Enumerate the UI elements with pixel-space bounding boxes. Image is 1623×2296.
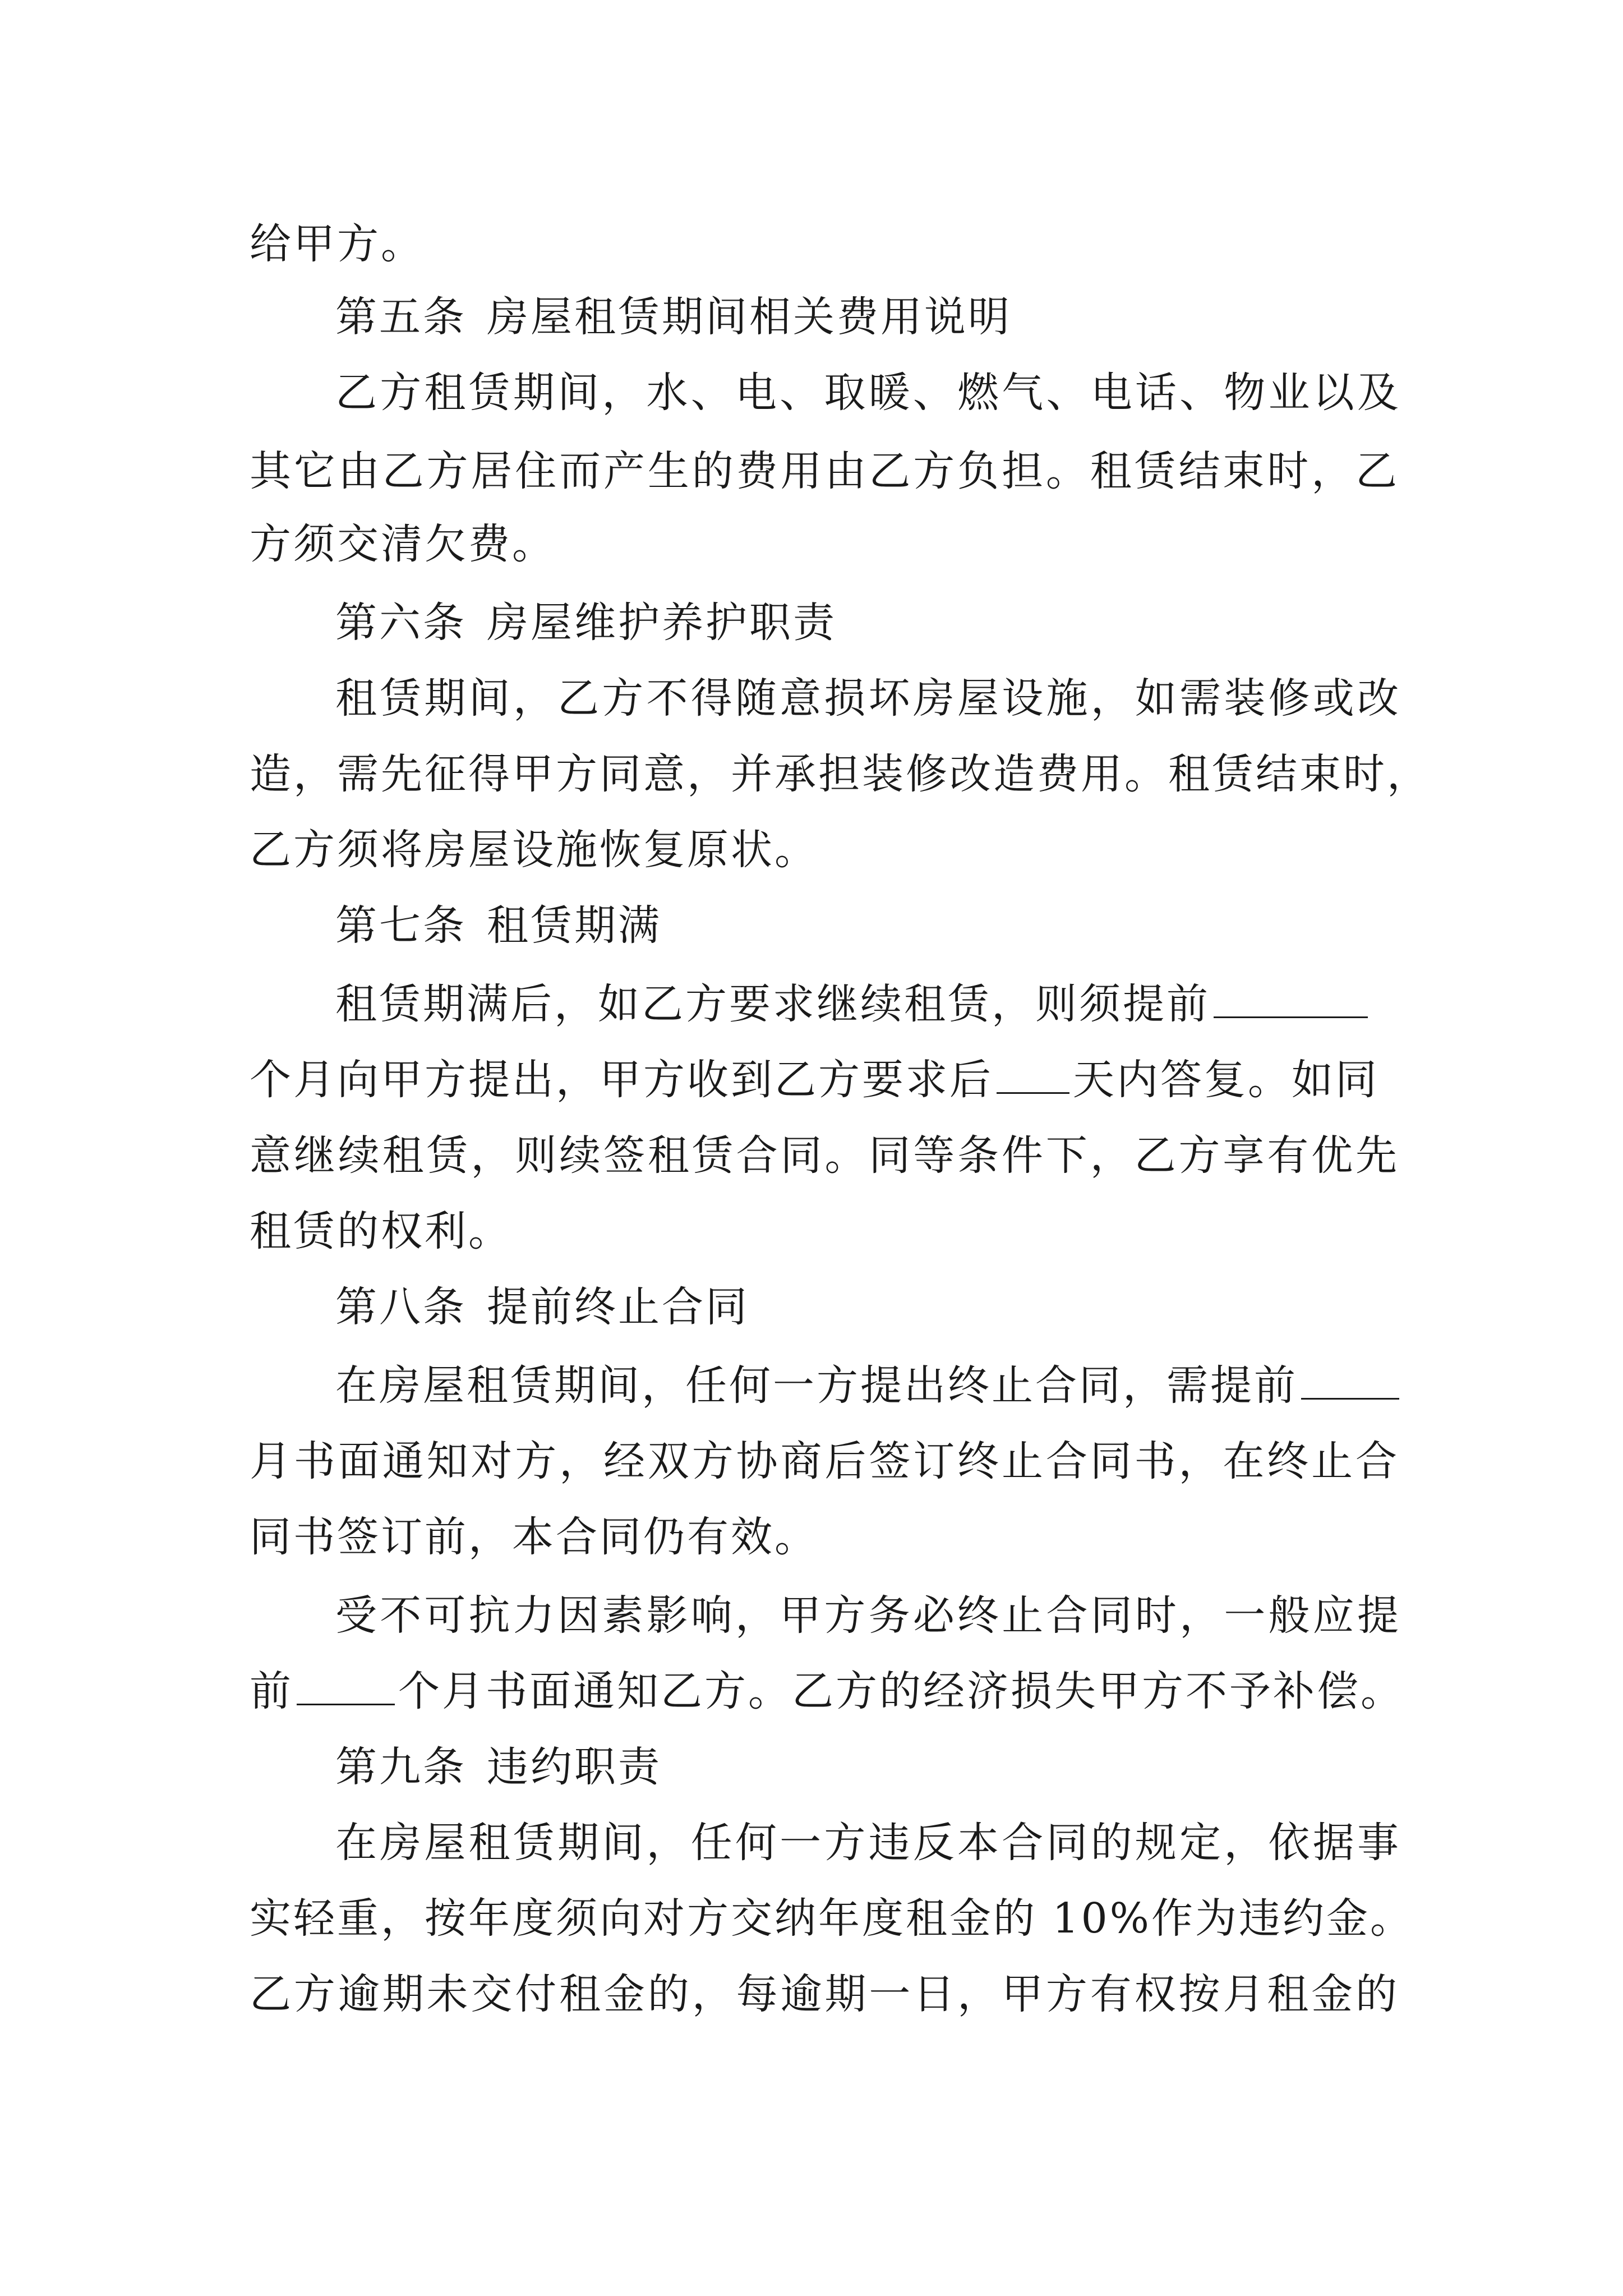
paragraph-line	[250, 1046, 1399, 1114]
article-title: 提前终止合同	[487, 1283, 749, 1331]
text: 乙方租赁期间，水、电、取暖、燃气、电话、物业以及	[335, 369, 1401, 417]
paragraph-line	[335, 665, 1401, 732]
article-number: 第九条	[335, 1743, 467, 1791]
paragraph-line	[250, 1503, 1399, 1571]
text: 租赁的权利。	[250, 1207, 512, 1255]
text: 天内答复。如同	[1073, 1056, 1379, 1104]
text: 其它由乙方居住而产生的费用由乙方负担。租赁结束时，乙	[250, 447, 1399, 495]
paragraph-line	[250, 816, 1399, 884]
text: 乙方须将房屋设施恢复原状。	[250, 826, 818, 874]
text: 租赁期间，乙方不得随意损坏房屋设施，如需装修或改	[335, 674, 1401, 723]
paragraph-line	[250, 1658, 1404, 1725]
fill-in-blank[interactable]	[1214, 976, 1368, 1018]
text: 在房屋租赁期间，任何一方违反本合同的规定，依据事	[335, 1819, 1401, 1867]
text: 给甲方。	[250, 220, 425, 268]
fill-in-blank[interactable]	[1301, 1358, 1399, 1400]
text: 租赁期满后，如乙方要求继续租赁，则须提前	[335, 980, 1210, 1028]
paragraph-line	[250, 1122, 1399, 1189]
paragraph-line	[335, 1352, 1401, 1419]
text: 实轻重，按年度须向对方交纳年度租金的 10%作为违约金。	[250, 1894, 1414, 1943]
text: 在房屋租赁期间，任何一方提出终止合同，需提前	[335, 1361, 1298, 1410]
paragraph-line	[250, 1885, 1414, 1952]
paragraph-line	[335, 1582, 1401, 1649]
article-title: 房屋租赁期间相关费用说明	[487, 293, 1012, 341]
article-5-heading	[335, 283, 1401, 351]
article-6-heading	[335, 589, 1401, 656]
paragraph-line	[250, 740, 1431, 808]
text: 个月书面通知乙方。乙方的经济损失甲方不予补偿。	[398, 1667, 1404, 1715]
text: 造，需先征得甲方同意，并承担装修改造费用。租赁结束时，	[250, 750, 1431, 798]
text: 乙方逾期未交付租金的，每逾期一日，甲方有权按月租金的	[250, 1970, 1399, 2018]
paragraph-line	[250, 1961, 1399, 2028]
article-title: 租赁期满	[487, 901, 662, 950]
paragraph-line	[250, 1428, 1399, 1495]
text: 个月向甲方提出，甲方收到乙方要求后	[250, 1056, 993, 1104]
fill-in-blank[interactable]	[997, 1052, 1069, 1094]
article-title: 违约职责	[487, 1743, 662, 1791]
paragraph-line	[250, 1198, 1399, 1265]
article-title: 房屋维护养护职责	[487, 599, 837, 647]
paragraph-line	[335, 970, 1401, 1038]
article-9-heading	[335, 1733, 1401, 1801]
article-number: 第五条	[335, 293, 467, 341]
fill-in-blank[interactable]	[297, 1663, 395, 1705]
paragraph-line	[335, 359, 1401, 426]
text: 受不可抗力因素影响，甲方务必终止合同时，一般应提	[335, 1591, 1401, 1640]
article-number: 第六条	[335, 599, 467, 647]
text: 月书面通知对方，经双方协商后签订终止合同书，在终止合	[250, 1437, 1399, 1485]
article-7-heading	[335, 892, 1401, 959]
text: 同书签订前，本合同仍有效。	[250, 1513, 818, 1561]
paragraph-line	[250, 210, 1399, 278]
text: 方须交清欠费。	[250, 520, 556, 568]
article-8-heading	[335, 1273, 1401, 1341]
article-number: 第八条	[335, 1283, 467, 1331]
text: 前	[250, 1667, 293, 1715]
paragraph-line	[250, 438, 1399, 505]
paragraph-line	[250, 510, 1399, 578]
article-number: 第七条	[335, 901, 467, 950]
text: 意继续租赁，则续签租赁合同。同等条件下，乙方享有优先	[250, 1131, 1399, 1180]
paragraph-line	[335, 1809, 1401, 1876]
